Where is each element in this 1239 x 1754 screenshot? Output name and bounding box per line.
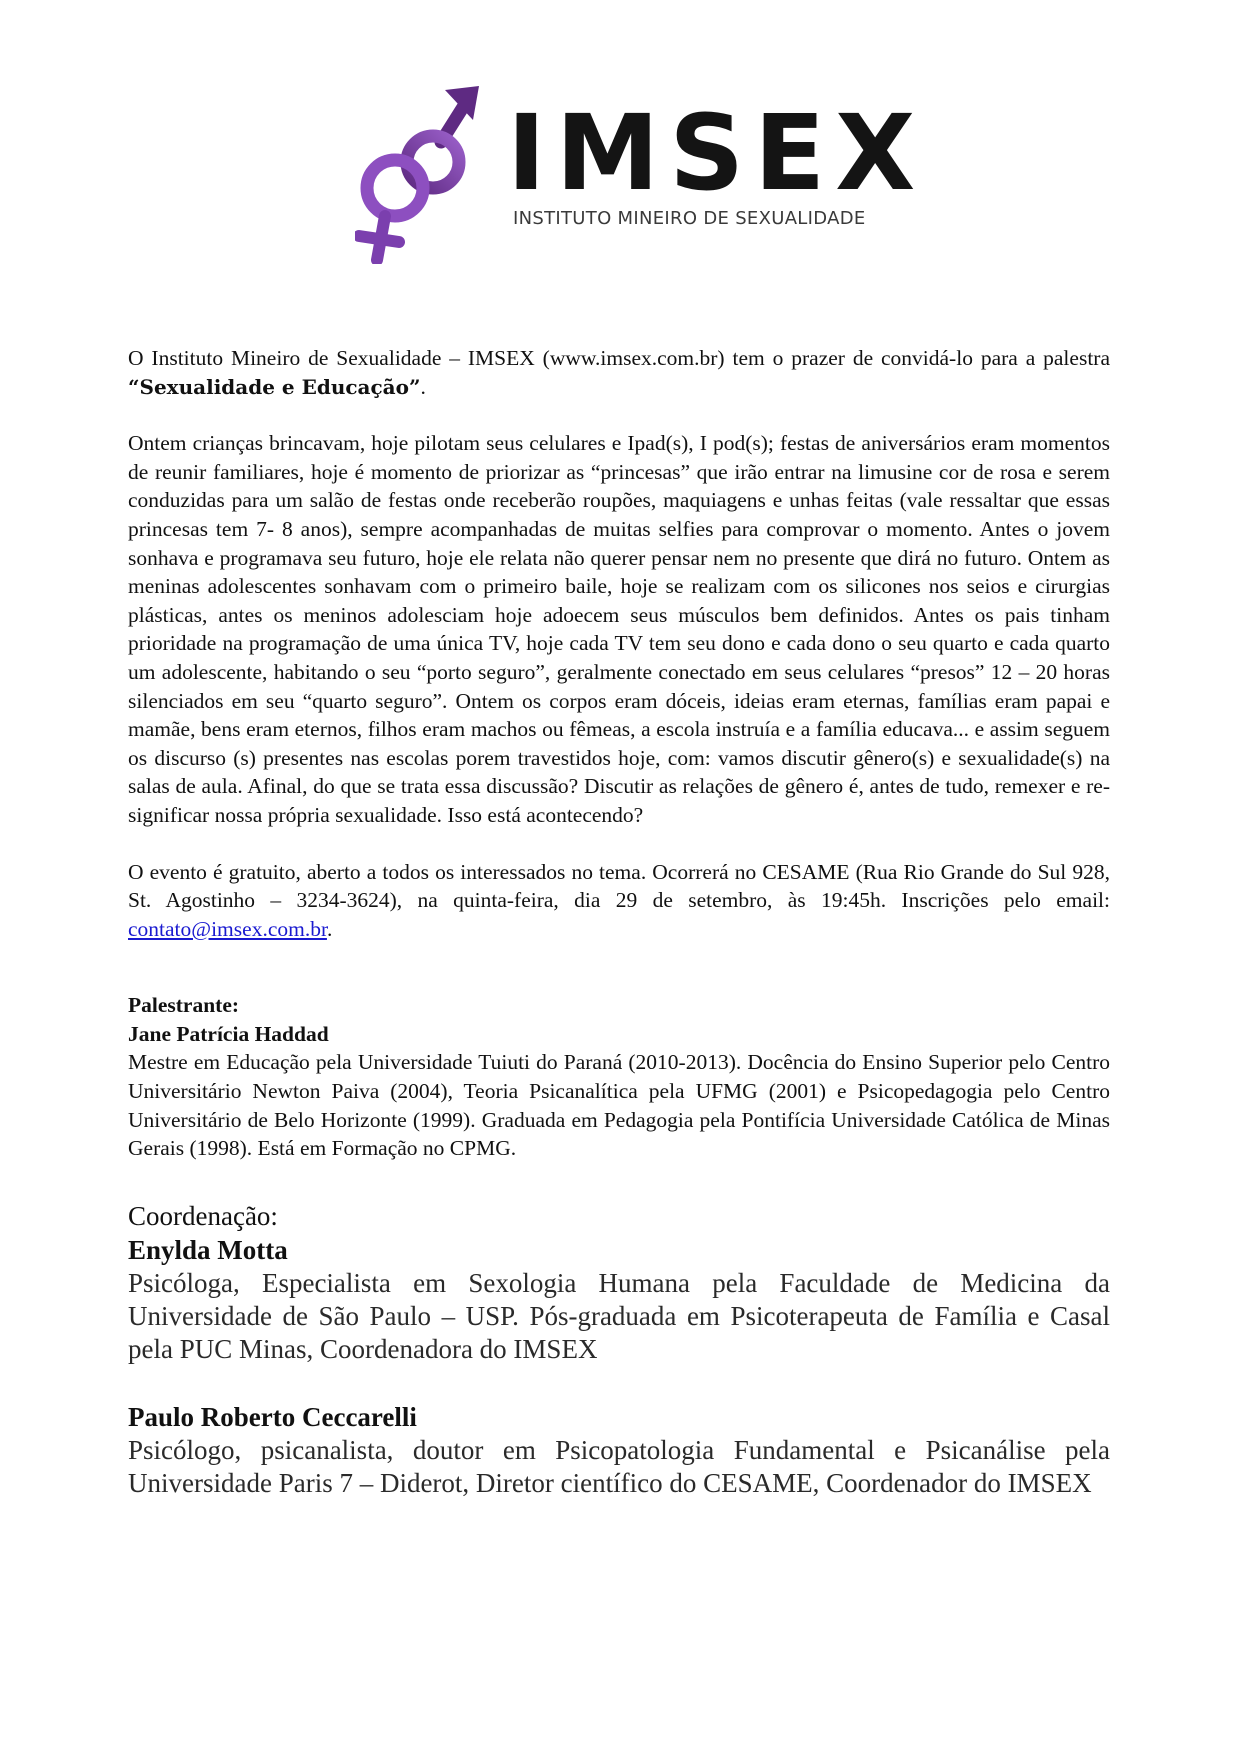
- lecture-title: “Sexualidade e Educação”: [128, 374, 421, 399]
- spacer: [128, 401, 1110, 429]
- spacer: [128, 943, 1110, 991]
- intro-paragraph: [128, 344, 1110, 401]
- logo-wordmark: IMSEX: [507, 92, 926, 214]
- registration-end: .: [326, 916, 333, 941]
- body-paragraph: Ontem crianças brincavam, hoje pilotam seus celulares e Ipad(s), I pod(s); festas de aniversários eram momentos de reunir familiares, hoje é momento de priorizar as “princesas” que irão entrar na limusine cor de rosa e serem conduzidas para um salão de festas onde receberão roupões, maquiagens e unhas feitas (vale ressaltar que essas princesas tem 7- 8 anos), sempre acompanhadas de muitas selfies para comprovar o momento. Antes o jovem sonhava e programava seu futuro, hoje ele relata não querer pensar nem no presente que dirá no futuro. Ontem as meninas adolescentes sonhavam com o primeiro baile, hoje se realizam com os silicones nos seios e cirurgias plásticas, antes os meninos adolesciam hoje adoecem seus músculos bem definidos. Antes os pais tinham prioridade na programação de uma única TV, hoje cada TV tem seu dono e cada dono o seu quarto e cada quarto um adolescente, habitando o seu “porto seguro”, geralmente conectado em seus celulares “presos” 12 – 20 horas silenciados em seu “quarto seguro”. Ontem os corpos eram dóceis, ideias eram eternas, famílias eram papai e mamãe, bens eram eternos, filhos eram machos ou fêmeas, a escola instruía e a família educava... e assim seguem os discurso (s) presentes nas escolas porem travestidos hoje, com: vamos discutir gênero(s) e sexualidade(s) na salas de aula. Afinal, do que se trata essa discussão? Discutir as relações de gênero é, antes de tudo, remexer e re-significar nossa própria sexualidade. Isso está acontecendo?: [128, 431, 1110, 827]
- intro-end: .: [420, 374, 426, 399]
- speaker-heading: Palestrante:: [128, 993, 240, 1018]
- registration-label: Inscrições pelo email:: [901, 888, 1110, 913]
- speaker-bio: Mestre em Educação pela Universidade Tuiuti do Paraná (2010-2013). Docência do Ensino Superior pelo Centro Universitário Newton Paiva (2004), Teoria Psicanalítica pela UFMG (2001) e Psicopedagogia pelo Centro Universitário de Belo Horizonte (1999). Graduada em Pedagogia pela Pontifícia Universidade Católica de Minas Gerais (1998). Está em Formação no CPMG.: [128, 1050, 1110, 1161]
- spacer: [128, 1366, 1110, 1400]
- logo-subtitle: INSTITUTO MINEIRO DE SEXUALIDADE: [513, 208, 866, 229]
- coordination-heading: Coordenação:: [128, 1200, 278, 1231]
- spacer: [128, 830, 1110, 858]
- email-link[interactable]: contato@imsex.com.br: [128, 916, 327, 941]
- event-text: O evento é gratuito, aberto a todos os interessados no tema. Ocorrerá no CESAME (Rua Rio Grande do Sul 928, St. Agostinho – 3234-3624), na quinta-feira, dia 29 de setembro, às 19:45h.: [128, 859, 1110, 913]
- gender-symbol-icon: [355, 84, 495, 264]
- coordinator-bio: Psicólogo, psicanalista, doutor em Psicopatologia Fundamental e Psicanálise pela Universidade Paris 7 – Diderot, Diretor científico do CESAME, Coordenador do IMSEX: [128, 1434, 1110, 1498]
- document-body: [128, 344, 1110, 1500]
- speaker-name: Jane Patrícia Haddad: [128, 1021, 329, 1046]
- imsex-logo: [355, 84, 926, 264]
- coordinator-bio: Psicóloga, Especialista em Sexologia Humana pela Faculdade de Medicina da Universidade de São Paulo – USP. Pós-graduada em Psicoterapeuta de Família e Casal pela PUC Minas, Coordenadora do IMSEX: [128, 1267, 1110, 1364]
- event-paragraph: [128, 858, 1110, 944]
- coordinator-name: Enylda Motta: [128, 1234, 288, 1265]
- coordinator-name: Paulo Roberto Ceccarelli: [128, 1401, 417, 1432]
- intro-text: O Instituto Mineiro de Sexualidade – IMSEX (www.imsex.com.br) tem o prazer de convidá-lo para a palestra: [128, 346, 1110, 370]
- spacer: [128, 1163, 1110, 1199]
